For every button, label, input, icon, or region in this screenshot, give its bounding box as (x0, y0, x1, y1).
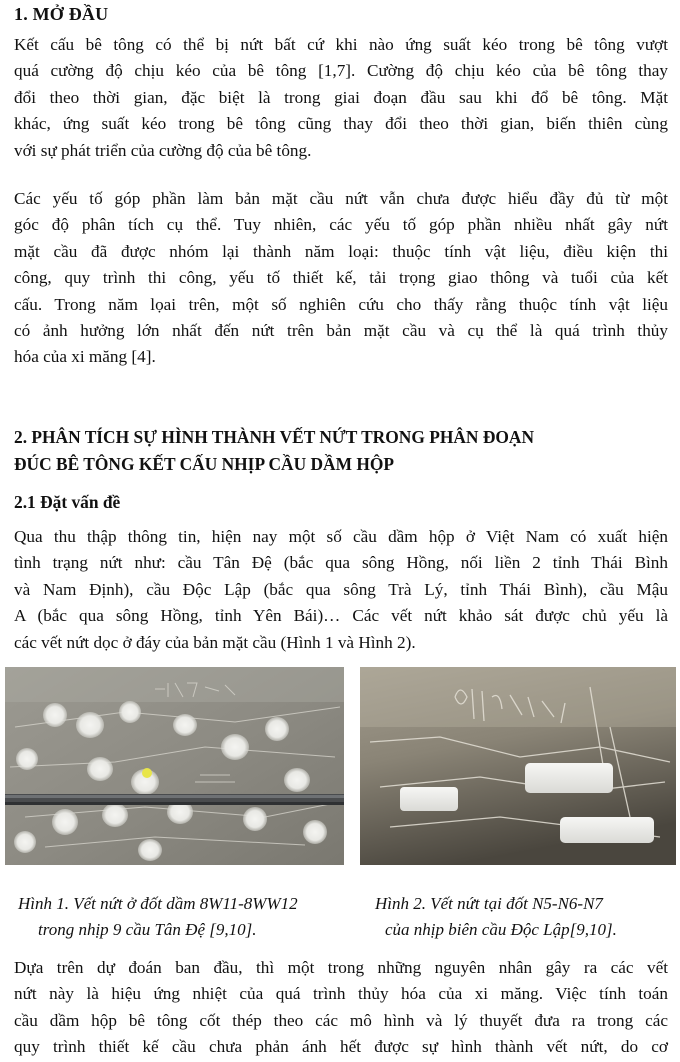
figure-2-caption-line-1: Hình 2. Vết nứt tại đốt N5-N6-N7 (375, 894, 603, 913)
text-line: góc độ phân tích cụ thể. Tuy nhiên, các yếu tố góp phần nhiều nhất gây nứt (14, 215, 668, 235)
text-line: đổi theo thời gian, đặc biệt là trong giai đoạn đầu sau khi đổ bê tông. Mặt (14, 87, 668, 107)
figure-1-photo (5, 667, 344, 865)
text-line: Kết cấu bê tông có thể bị nứt bất cứ khi nào ứng suất kéo trong bê tông vượt (14, 35, 668, 54)
heading-line: 2. PHÂN TÍCH SỰ HÌNH THÀNH VẾT NỨT TRONG PHÂN ĐOẠN (14, 427, 535, 447)
section-2-1-heading: 2.1 Đặt vấn đề (14, 492, 121, 512)
text-line: Dựa trên dự đoán ban đầu, thì một trong những nguyên nhân gây ra các vết (14, 958, 668, 977)
text-line: khác, ứng suất kéo trong bê tông cũng thay đổi theo thời gian, biến thiên cùng (14, 114, 668, 134)
text-line: các vết nứt dọc ở đáy của bản mặt cầu (Hình 1 và Hình 2). (14, 632, 416, 652)
section-1-heading: 1. MỞ ĐẦU (14, 4, 109, 24)
heading-line: ĐÚC BÊ TÔNG KẾT CẤU NHỊP CẦU DẦM HỘP (14, 453, 395, 474)
text-line: Qua thu thập thông tin, hiện nay một số cầu dầm hộp ở Việt Nam có xuất hiện (14, 527, 668, 546)
text-line: cấu. Trong năm lọai trên, một số nghiên cứu cho thấy rằng thuộc tính vật liệu (14, 294, 668, 314)
section-2-1-paragraph-1 (14, 524, 668, 656)
text-line: tình trạng nứt như: cầu Tân Đệ (bắc qua sông Hồng, nối liền 2 tỉnh Thái Bình (14, 553, 668, 573)
text-line: nứt này là hiệu ứng nhiệt của quá trình thủy hóa của xi măng. Việc tính toán (14, 984, 668, 1004)
figure-2-caption-line-2: của nhịp biên cầu Độc Lập[9,10]. (385, 920, 617, 939)
text-line: công, quy trình thi công, yếu tố thiết kế, tải trọng giao thông và tuổi của kết (14, 268, 668, 288)
text-line: quy trình thiết kế cầu chưa phản ánh hết được sự hình thành vết nứt, do cơ (14, 1037, 668, 1057)
figure-1-image (5, 667, 344, 865)
section-1-paragraph-2 (14, 186, 668, 371)
figure-2-image (360, 667, 676, 865)
text-line: Các yếu tố góp phần làm bản mặt cầu nứt vẫn chưa được hiểu đầy đủ từ một (14, 189, 668, 208)
text-line: quá cường độ chịu kéo của bê tông [1,7]. Cường độ chịu kéo của bê tông thay (14, 61, 668, 81)
text-line: A (bắc qua sông Hồng, tỉnh Yên Bái)… Các vết nứt khảo sát được chủ yếu là (14, 606, 668, 626)
section-1-paragraph-1 (14, 32, 668, 164)
figure-1-caption-line-2: trong nhịp 9 cầu Tân Đệ [9,10]. (38, 920, 257, 939)
text-line: mặt cầu đã được nhóm lại thành năm loại: thuộc tính vật liệu, điều kiện thi (14, 241, 668, 261)
text-line: và Nam Định), cầu Độc Lập (bắc qua sông Trà Lý, tỉnh Thái Bình), cầu Mậu (14, 579, 668, 599)
text-line: cầu dầm hộp bê tông cốt thép theo các mô hình và lý thuyết đưa ra trong các (14, 1010, 668, 1030)
figure-1-caption-line-1: Hình 1. Vết nứt ở đốt dầm 8W11-8WW12 (18, 894, 298, 913)
figure-2-photo (360, 667, 676, 865)
section-2-heading (14, 424, 668, 477)
text-line: có ảnh hưởng lớn nhất đến nứt trên bản mặt cầu và cụ thể là quá trình thủy (14, 321, 668, 341)
text-line: hóa của xi măng [4]. (14, 347, 156, 367)
section-2-1-paragraph-2 (14, 955, 668, 1061)
text-line: với sự phát triển của cường độ của bê tông. (14, 140, 312, 160)
